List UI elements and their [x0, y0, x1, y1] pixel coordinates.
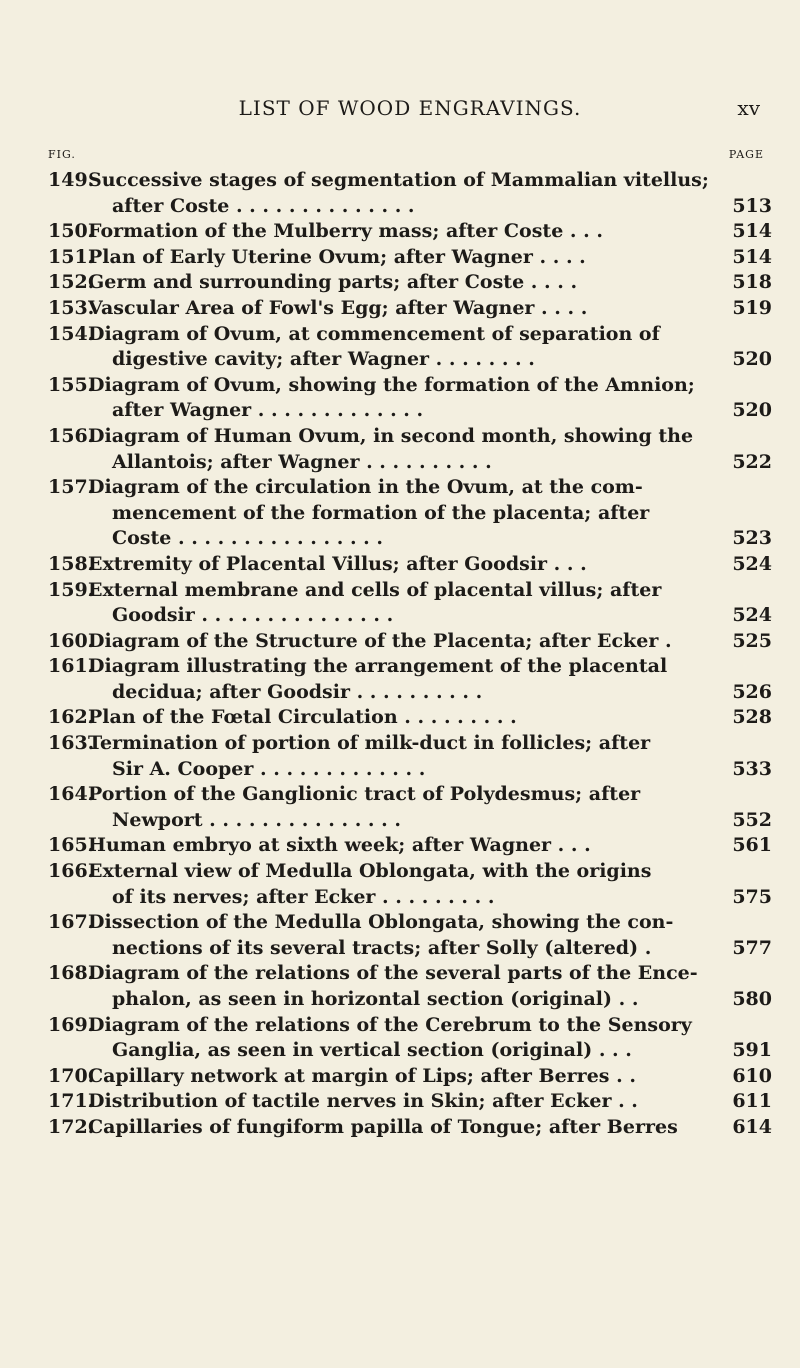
figure-number: 164. [48, 783, 95, 806]
entry-description [88, 1064, 724, 1090]
list-item [48, 859, 772, 910]
entry-description [88, 654, 724, 705]
figure-number: 150. [48, 220, 95, 243]
running-title: LIST OF WOOD ENGRAVINGS. [238, 96, 582, 120]
entry-line: Diagram of the Structure of the Placenta; after Ecker . [88, 629, 672, 652]
page-number: 525 [732, 629, 772, 652]
entry-description [88, 1089, 724, 1115]
page-number: 552 [732, 808, 772, 831]
entry-description [88, 245, 724, 271]
page-folio: xv [737, 96, 760, 120]
entry-line: nections of its several tracts; after Solly (altered) . [112, 936, 652, 959]
list-item [48, 219, 772, 245]
list-item [48, 296, 772, 322]
entry-line: Portion of the Ganglionic tract of Polydesmus; after [88, 783, 641, 806]
entry-description [88, 833, 724, 859]
list-item [48, 629, 772, 655]
list-item [48, 168, 772, 219]
entry-line: Diagram of the relations of the Cerebrum to the Sensory [88, 1013, 692, 1036]
page-number: 514 [732, 245, 772, 268]
entry-line: Diagram illustrating the arrangement of the placental [88, 655, 668, 678]
entry-description [88, 629, 724, 655]
page-number: 561 [732, 834, 772, 857]
entry-line: Human embryo at sixth week; after Wagner . . . [88, 834, 591, 857]
column-headings [48, 148, 764, 166]
entry-line: Germ and surrounding parts; after Coste . . . . [88, 271, 578, 294]
page-column-label: PAGE [728, 148, 764, 161]
entry-line: Distribution of tactile nerves in Skin; after Ecker . . [88, 1090, 638, 1113]
figure-number: 168. [48, 962, 95, 985]
page-number: 523 [732, 527, 772, 550]
figure-number: 155. [48, 373, 95, 396]
entry-description [88, 578, 724, 629]
figure-number: 151. [48, 245, 95, 268]
figure-number: 165. [48, 834, 95, 857]
figure-number: 162. [48, 706, 95, 729]
entry-description [88, 859, 724, 910]
figure-number: 159. [48, 578, 95, 601]
figure-number: 154. [48, 322, 95, 345]
entry-line: Goodsir . . . . . . . . . . . . . . . [112, 604, 394, 627]
figure-number: 166. [48, 860, 95, 883]
figure-number: 169. [48, 1013, 95, 1036]
list-item [48, 245, 772, 271]
entry-description [88, 424, 724, 475]
list-item [48, 705, 772, 731]
entry-description [88, 373, 724, 424]
list-item [48, 910, 772, 961]
entry-line: of its nerves; after Ecker . . . . . . . . . [112, 885, 495, 908]
page-number: 513 [732, 194, 772, 217]
figure-number: 161. [48, 655, 95, 678]
entry-description [88, 910, 724, 961]
fig-column-label: FIG. [48, 148, 76, 161]
page-number: 591 [732, 1039, 772, 1062]
figure-number: 156. [48, 424, 95, 447]
figure-number: 158. [48, 552, 95, 575]
entry-line: Termination of portion of milk-duct in follicles; after [88, 732, 651, 755]
entry-line: Plan of the Fœtal Circulation . . . . . . . . . [88, 706, 517, 729]
entry-line: Capillaries of fungiform papilla of Tongue; after Berres [88, 1115, 678, 1138]
list-item [48, 1089, 772, 1115]
entry-description [88, 219, 724, 245]
figure-number: 152. [48, 271, 95, 294]
list-item [48, 1064, 772, 1090]
entry-line: phalon, as seen in horizontal section (original) . . [112, 988, 639, 1010]
page-number: 575 [732, 885, 772, 908]
entry-line: External membrane and cells of placental villus; after [88, 578, 662, 601]
page-number: 610 [732, 1064, 772, 1087]
entry-line: mencement of the formation of the placenta; after [112, 501, 650, 524]
entry-line: Diagram of the relations of the several parts of the Ence- [88, 962, 698, 985]
entry-line: Diagram of the circulation in the Ovum, at the com- [88, 476, 643, 499]
entry-description [88, 552, 724, 578]
list-item [48, 782, 772, 833]
entry-line: Ganglia, as seen in vertical section (original) . . . [112, 1039, 632, 1062]
entry-description [88, 1115, 724, 1141]
entry-description [88, 961, 724, 1012]
page-number: 522 [732, 450, 772, 473]
page-number: 533 [732, 757, 772, 780]
figure-number: 163. [48, 732, 95, 755]
page-number: 520 [732, 399, 772, 422]
list-item [48, 270, 772, 296]
page-number: 514 [732, 220, 772, 243]
entry-line: Successive stages of segmentation of Mammalian vitellus; [88, 169, 709, 191]
figure-number: 149. [48, 169, 95, 191]
entry-line: Diagram of Ovum, showing the formation of the Amnion; [88, 373, 695, 396]
entry-line: decidua; after Goodsir . . . . . . . . . . [112, 680, 483, 703]
list-item [48, 961, 772, 1012]
entry-description [88, 705, 724, 731]
list-item [48, 731, 772, 782]
entry-line: Allantois; after Wagner . . . . . . . . . . [112, 450, 492, 473]
list-item [48, 475, 772, 552]
engravings-list [48, 168, 772, 1141]
entry-description [88, 168, 724, 219]
entry-line: Extremity of Placental Villus; after Goodsir . . . [88, 552, 587, 575]
figure-number: 171. [48, 1090, 95, 1113]
figure-number: 157. [48, 476, 95, 499]
page-number: 524 [732, 552, 772, 575]
entry-line: Diagram of Ovum, at commencement of separation of [88, 322, 660, 345]
page-number: 518 [732, 271, 772, 294]
list-item [48, 654, 772, 705]
entry-description [88, 1013, 724, 1064]
figure-number: 153. [48, 296, 95, 319]
page-number: 524 [732, 604, 772, 627]
entry-line: Plan of Early Uterine Ovum; after Wagner . . . . [88, 245, 586, 268]
entry-description [88, 322, 724, 373]
page-number: 611 [732, 1090, 772, 1113]
figure-number: 172. [48, 1115, 95, 1138]
page-number: 580 [732, 988, 772, 1010]
entry-line: digestive cavity; after Wagner . . . . . . . . [112, 348, 535, 371]
figure-number: 160. [48, 629, 95, 652]
entry-line: Coste . . . . . . . . . . . . . . . . [112, 527, 384, 550]
running-head [60, 96, 760, 126]
list-item [48, 1013, 772, 1064]
entry-description [88, 731, 724, 782]
entry-line: Newport . . . . . . . . . . . . . . . [112, 808, 401, 831]
entry-line: Capillary network at margin of Lips; after Berres . . [88, 1064, 636, 1087]
entry-line: Formation of the Mulberry mass; after Coste . . . [88, 220, 603, 243]
page-number: 614 [732, 1115, 772, 1138]
page-number: 528 [732, 706, 772, 729]
page-number: 519 [732, 296, 772, 319]
page-number: 577 [732, 936, 772, 959]
page-number: 526 [732, 680, 772, 703]
list-item [48, 833, 772, 859]
list-item [48, 578, 772, 629]
entry-line: Sir A. Cooper . . . . . . . . . . . . . [112, 757, 426, 780]
entry-line: after Wagner . . . . . . . . . . . . . [112, 399, 424, 422]
entry-description [88, 782, 724, 833]
list-item [48, 1115, 772, 1141]
entry-line: Diagram of Human Ovum, in second month, showing the [88, 424, 694, 447]
entry-line: External view of Medulla Oblongata, with the origins [88, 860, 652, 883]
list-item [48, 424, 772, 475]
entry-line: Dissection of the Medulla Oblongata, showing the con- [88, 911, 674, 934]
entry-line: after Coste . . . . . . . . . . . . . . [112, 194, 415, 217]
entry-description [88, 475, 724, 552]
figure-number: 170. [48, 1064, 95, 1087]
page-number: 520 [732, 348, 772, 371]
figure-number: 167. [48, 911, 95, 934]
list-item [48, 373, 772, 424]
entry-description [88, 296, 724, 322]
list-item [48, 552, 772, 578]
entry-line: Vascular Area of Fowl's Egg; after Wagner . . . . [88, 296, 588, 319]
list-item [48, 322, 772, 373]
entry-description [88, 270, 724, 296]
